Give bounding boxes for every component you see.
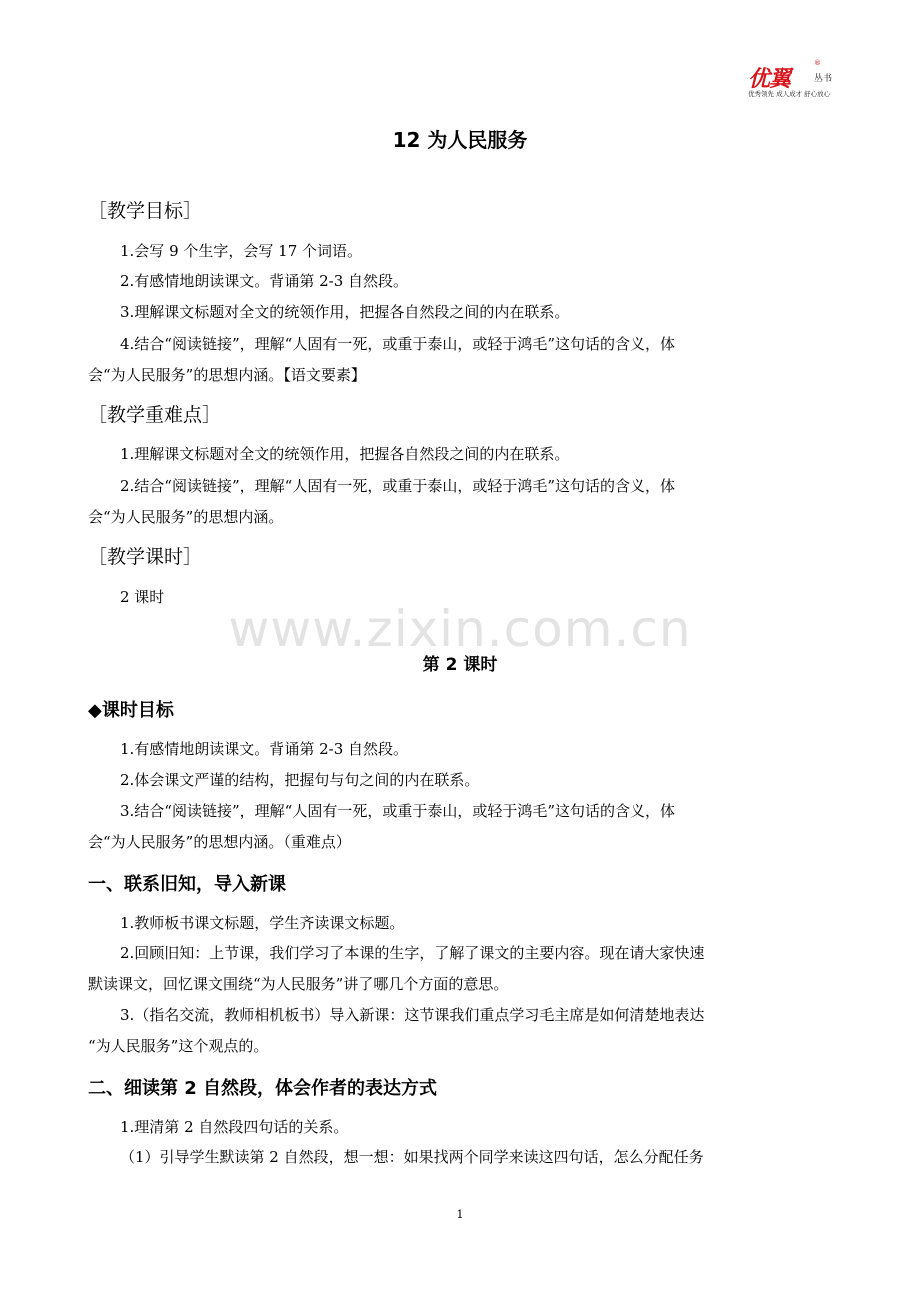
heading-part-2: 二、细读第 2 自然段，体会作者的表达方式	[88, 1078, 438, 1099]
goal-item-4-line1: 4.结合“阅读链接”，理解“人固有一死，或重于泰山，或轻于鸿毛”这句话的含义，体	[120, 335, 675, 353]
goal-item-1: 1.会写 9 个生字，会写 17 个词语。	[120, 242, 363, 260]
heading-lesson-goals: ◆课时目标	[88, 700, 174, 721]
lesson-title: 第 2 课时	[422, 655, 498, 675]
heading-key-difficulties: ［教学重难点］	[88, 404, 222, 426]
publisher-logo	[748, 59, 840, 102]
class-hours-value: 2 课时	[120, 588, 165, 606]
watermark: www.zixin.com.cn	[228, 600, 692, 658]
goal-item-2: 2.有感情地朗读课文。背诵第 2-3 自然段。	[120, 272, 409, 290]
lesson-goal-2: 2.体会课文严谨的结构，把握句与句之间的内在联系。	[120, 771, 480, 789]
logo-series-label: 丛书	[814, 74, 833, 84]
lesson-goal-3-line2: 会“为人民服务”的思想内涵。（重难点）	[88, 833, 351, 851]
page-title: 12 为人民服务	[392, 128, 528, 152]
difficulty-item-1: 1.理解课文标题对全文的统领作用，把握各自然段之间的内在联系。	[120, 445, 570, 463]
part1-item-2-line2: 默读课文，回忆课文围绕“为人民服务”讲了哪几个方面的意思。	[88, 975, 509, 993]
heading-class-hours: ［教学课时］	[88, 546, 203, 568]
goal-item-4-line2: 会“为人民服务”的思想内涵。【语文要素】	[88, 366, 366, 384]
part1-item-3-line2: “为人民服务”这个观点的。	[88, 1037, 269, 1055]
part2-item-2-line1: （1）引导学生默读第 2 自然段，想一想：如果找两个同学来读这四句话，怎么分配任务	[120, 1148, 704, 1166]
part1-item-1: 1.教师板书课文标题，学生齐读课文标题。	[120, 914, 405, 932]
registered-mark: ®	[814, 59, 821, 67]
part1-item-3-line1: 3.（指名交流，教师相机板书）导入新课：这节课我们重点学习毛主席是如何清楚地表达	[120, 1006, 705, 1024]
logo-mark: 优翼	[748, 67, 791, 92]
heading-teaching-goals: ［教学目标］	[88, 200, 203, 222]
part1-item-2-line1: 2.回顾旧知：上节课，我们学习了本课的生字，了解了课文的主要内容。现在请大家快速	[120, 944, 705, 962]
lesson-goal-3-line1: 3.结合“阅读链接”，理解“人固有一死，或重于泰山，或轻于鸿毛”这句话的含义，体	[120, 802, 675, 820]
page-number: 1	[456, 1208, 464, 1221]
part2-item-1: 1.理清第 2 自然段四句话的关系。	[120, 1118, 349, 1136]
goal-item-3: 3.理解课文标题对全文的统领作用，把握各自然段之间的内在联系。	[120, 303, 570, 321]
difficulty-item-2-line1: 2.结合“阅读链接”，理解“人固有一死，或重于泰山，或轻于鸿毛”这句话的含义，体	[120, 477, 675, 495]
difficulty-item-2-line2: 会“为人民服务”的思想内涵。	[88, 508, 284, 526]
heading-part-1: 一、联系旧知，导入新课	[88, 874, 286, 895]
lesson-goal-1: 1.有感情地朗读课文。背诵第 2-3 自然段。	[120, 740, 409, 758]
logo-slogan: 优秀领先 成人成才 舒心放心	[748, 90, 831, 98]
